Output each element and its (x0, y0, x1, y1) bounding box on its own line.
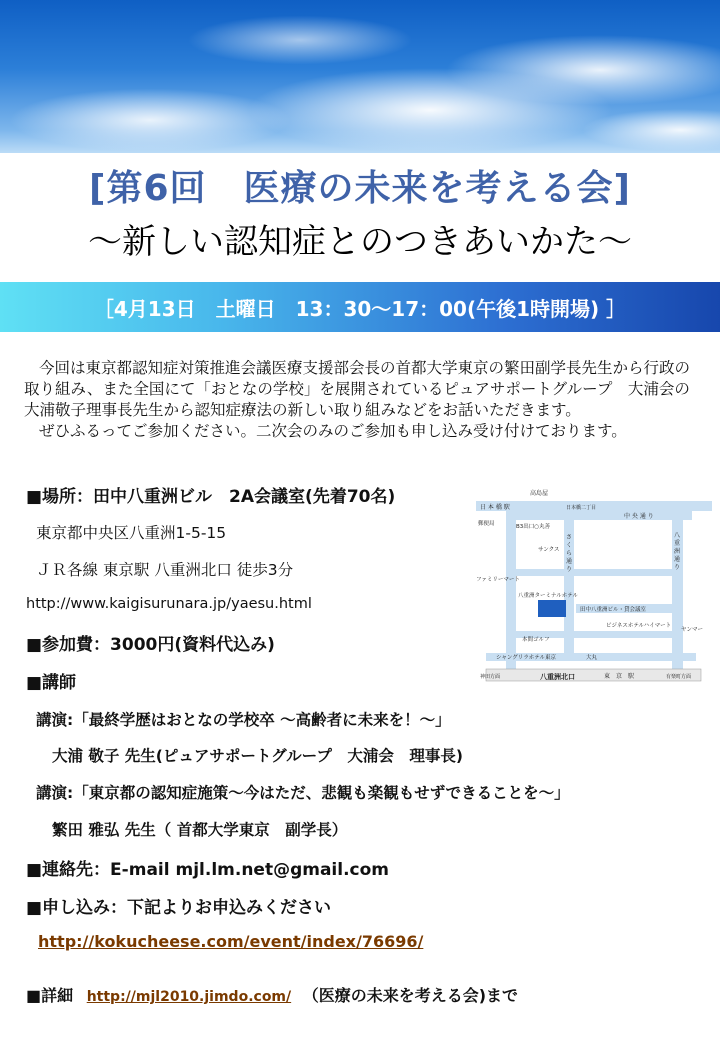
map-street-chuo (506, 511, 692, 520)
venue-address: 東京都中央区八重洲1-5-15 (36, 524, 227, 542)
map-label-tanaka-building: 田中八重洲ビル・貸会議室 (580, 607, 647, 613)
map-label-business-hotel: ビジネスホテルハイマート (606, 623, 672, 629)
map-label-familymart: ファミリーマート (476, 577, 520, 583)
map-label-shangrila: シャングリラホテル東京 (496, 655, 557, 661)
intro-paragraph-2: ぜひふるってご参加ください。二次会のみのご参加も申し込み受け付けております。 (39, 422, 627, 440)
svg-text:り: り (673, 564, 681, 571)
map-label-takashimaya: 高島屋 (530, 490, 549, 497)
sky-banner-image (0, 0, 720, 153)
map-label-sunkus: サンクス (538, 547, 560, 553)
svg-text:ら: ら (565, 550, 573, 557)
event-date-time: ［4月13日 土曜日 13：30～17：00(午後1時開場) ］ (93, 297, 627, 321)
fee-line: ■参加費：3000円(資料代込み) (26, 635, 275, 655)
svg-text:通: 通 (673, 556, 681, 563)
apply-heading: ■申し込み：下記よりお申込みください (26, 898, 332, 918)
talk-2-title: 講演:「東京都の認知症施策～今はただ、悲観も楽観もせずできることを～」 (36, 784, 570, 802)
map-label-yaesu-terminal-hotel: 八重洲ターミナルホテル (518, 593, 578, 599)
svg-text:通: 通 (565, 558, 573, 565)
map-label-b3-exit: B3出口○丸善 (516, 524, 551, 530)
map-label-post-office: 郵便局 (478, 521, 495, 527)
map-label-nihonbashi-station: 日 本 橋 駅 (480, 504, 510, 511)
intro-text (24, 358, 704, 442)
venue-access: ＪＲ各線 東京駅 八重洲北口 徒歩3分 (36, 561, 294, 579)
map-label-yanmar: ヤンマー (681, 627, 703, 633)
map-label-chuo-dori: 中 央 通 り (624, 513, 654, 520)
map-label-yaesu-north-exit: 八重洲北口 (540, 673, 575, 681)
event-title: [第6回 医療の未来を考える会] (89, 168, 631, 209)
svg-text:重: 重 (673, 540, 681, 547)
map-label-yurakucho-direction: 有楽町方面 (666, 674, 692, 680)
venue-url[interactable]: http://www.kaigisurunara.jp/yaesu.html (26, 596, 312, 612)
details-label: ■詳細 (26, 986, 74, 1005)
map-label-nihonbashi-nichome: 日本橋二丁目 (566, 505, 597, 511)
svg-text:洲: 洲 (673, 548, 681, 555)
map-label-kanda-direction: 神田方面 (480, 674, 501, 680)
speakers-heading: ■講師 (26, 673, 77, 693)
map-label-daimaru: 大丸 (586, 655, 598, 661)
speaker-2: 繁田 雅弘 先生（ 首都大学東京 副学長） (52, 821, 348, 839)
map-label-honma-golf: 本間ゴルフ (522, 637, 550, 643)
talk-1-title: 講演:「最終学歴はおとなの学校卒 ～高齢者に未来を！～」 (36, 711, 451, 729)
svg-text:く: く (565, 542, 573, 549)
svg-text:さ: さ (565, 534, 573, 541)
details-link[interactable]: http://mjl2010.jimdo.com/ (86, 989, 292, 1005)
map-venue-building (538, 600, 566, 617)
intro-paragraph-1: 今回は東京都認知症対策推進会議医療支援部会長の首都大学東京の繁田副学長先生から行政の取り組み、また全国にて「おとなの学校」を展開されているピュアサポートグループ 大浦会の大浦敬子理事長先生から認知症療法の新しい取り組みなどをお話いただきます。 (24, 359, 691, 419)
apply-link[interactable]: http://kokucheese.com/event/index/76696/ (38, 932, 424, 951)
map-label-tokyo-station: 東 京 駅 (604, 673, 635, 680)
svg-text:り: り (565, 566, 573, 573)
event-subtitle: ～新しい認知症とのつきあいかた～ (88, 222, 632, 262)
map-street-west (506, 501, 516, 671)
svg-text:八: 八 (673, 532, 681, 539)
speaker-1: 大浦 敬子 先生(ピュアサポートグループ 大浦会 理事長) (52, 747, 463, 765)
venue-heading: ■場所：田中八重洲ビル 2A会議室(先着70名) (26, 487, 396, 507)
details-suffix: （医療の未来を考える会)まで (302, 986, 519, 1005)
contact-line: ■連絡先：E-mail mjl.lm.net@gmail.com (26, 860, 390, 880)
access-map (476, 479, 712, 689)
